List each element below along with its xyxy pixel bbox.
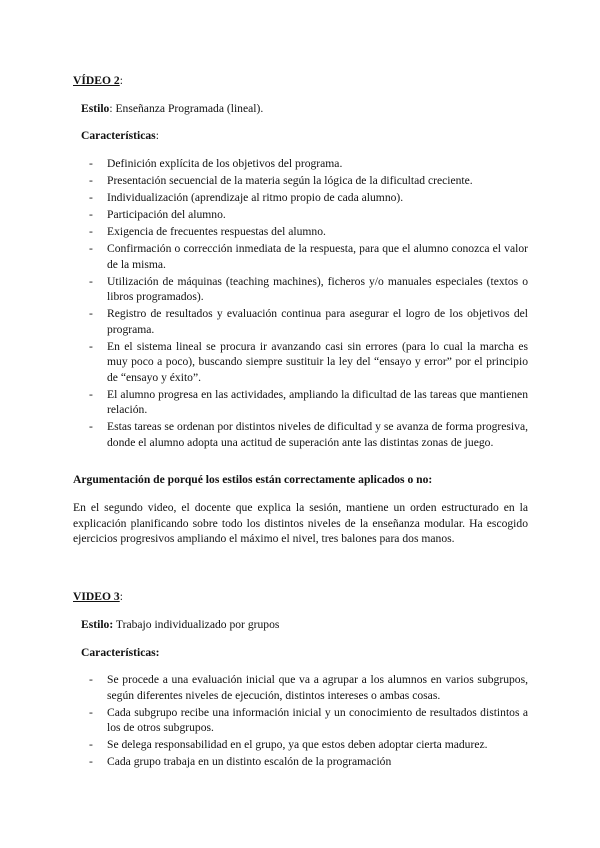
bullet-dash: - xyxy=(89,157,93,170)
list-item xyxy=(86,306,528,337)
video2-style-line xyxy=(81,101,263,117)
video3-style-value: Trabajo individualizado por grupos xyxy=(113,618,280,631)
list-item xyxy=(86,241,528,272)
bullet-dash: - xyxy=(89,420,93,433)
list-item-text: Exigencia de frecuentes respuestas del alumno. xyxy=(107,225,326,238)
list-item xyxy=(86,737,528,753)
bullet-dash: - xyxy=(89,274,93,288)
video2-characteristics-colon: : xyxy=(155,129,159,142)
list-item xyxy=(86,156,528,172)
video2-characteristics-list xyxy=(86,156,528,452)
list-item-text: Individualización (aprendizaje al ritmo propio de cada alumno). xyxy=(107,191,404,204)
video2-characteristics-label: Características xyxy=(81,129,156,142)
list-item xyxy=(86,672,528,703)
list-item-text: Presentación secuencial de la materia según la lógica de la dificultad creciente. xyxy=(107,174,473,187)
list-item xyxy=(86,173,528,189)
video3-heading xyxy=(73,589,123,605)
list-item xyxy=(86,339,528,386)
bullet-dash: - xyxy=(89,387,93,401)
bullet-dash: - xyxy=(89,705,93,719)
list-item-text: Utilización de máquinas (teaching machines), ficheros y/o manuales especiales (textos o libros programados). xyxy=(107,274,528,303)
video2-argument-title: Argumentación de porqué los estilos están correctamente aplicados o no: xyxy=(73,473,433,486)
list-item-text: Participación del alumno. xyxy=(107,208,226,221)
list-item xyxy=(86,207,528,223)
video3-style-label: Estilo: xyxy=(81,618,114,631)
list-item-text: Estas tareas se ordenan por distintos niveles de dificultad y se avanza de forma progresiva, donde el alumno adopta una actitud de superación ante las distintas zonas de juego. xyxy=(107,420,528,449)
list-item xyxy=(86,224,528,240)
list-item-text: Confirmación o corrección inmediata de la respuesta, para que el alumno conozca el valor de la misma. xyxy=(107,242,528,271)
list-item-text: Se procede a una evaluación inicial que va a agrupar a los alumnos en varios subgrupos, según diferentes niveles de ejecución, distintos intereses o ambas cosas. xyxy=(107,673,528,702)
bullet-dash: - xyxy=(89,673,93,686)
list-item-text: En el sistema lineal se procura ir avanzando casi sin errores (para lo cual la marcha es muy poco a poco), buscando siempre sustituir la ley del “ensayo y error” por el principio de “ensayo y éxito”. xyxy=(107,339,528,384)
bullet-dash: - xyxy=(89,755,93,768)
list-item xyxy=(86,190,528,206)
bullet-dash: - xyxy=(89,242,93,255)
list-item-text: El alumno progresa en las actividades, ampliando la dificultad de las tareas que mantienen relación. xyxy=(107,387,528,416)
video2-characteristics-line xyxy=(81,128,159,144)
bullet-dash: - xyxy=(89,738,93,751)
video2-style-label: Estilo xyxy=(81,102,110,115)
list-item xyxy=(86,387,528,418)
bullet-dash: - xyxy=(89,225,93,238)
video3-title-colon: : xyxy=(119,590,123,603)
video2-style-value: : Enseñanza Programada (lineal). xyxy=(109,102,264,115)
video3-characteristics-label: Características: xyxy=(81,646,160,659)
video2-argument-text: En el segundo video, el docente que explica la sesión, mantiene un orden estructurado en la explicación planificando sobre todo los distintos niveles de la enseñanza modular. Ha escogido ejercicios progresivos ampliando el máximo el nivel, tres balones para dos manos. xyxy=(73,501,528,545)
list-item-text: Definición explícita de los objetivos del programa. xyxy=(107,157,343,170)
list-item xyxy=(86,754,528,770)
video3-characteristics-line xyxy=(81,645,160,661)
list-item-text: Se delega responsabilidad en el grupo, ya que estos deben adoptar cierta madurez. xyxy=(107,738,488,751)
list-item xyxy=(86,274,528,305)
bullet-dash: - xyxy=(89,174,93,187)
list-item xyxy=(86,705,528,736)
video2-title-colon: : xyxy=(119,74,123,87)
bullet-dash: - xyxy=(89,208,93,221)
list-item-text: Registro de resultados y evaluación continua para asegurar el logro de los objetivos del programa. xyxy=(107,307,528,336)
bullet-dash: - xyxy=(89,191,93,204)
list-item-text: Cada subgrupo recibe una información inicial y un conocimiento de resultados distintos a los de otros subgrupos. xyxy=(107,705,528,734)
list-item-text: Cada grupo trabaja en un distinto escalón de la programación xyxy=(107,755,392,768)
list-item xyxy=(86,419,528,450)
bullet-dash: - xyxy=(89,307,93,320)
video2-heading xyxy=(73,73,123,89)
video3-characteristics-list xyxy=(86,672,528,771)
video2-title: VÍDEO 2 xyxy=(73,74,120,87)
bullet-dash: - xyxy=(89,339,93,353)
video3-title: VIDEO 3 xyxy=(73,590,120,603)
video3-style-line xyxy=(81,617,279,633)
